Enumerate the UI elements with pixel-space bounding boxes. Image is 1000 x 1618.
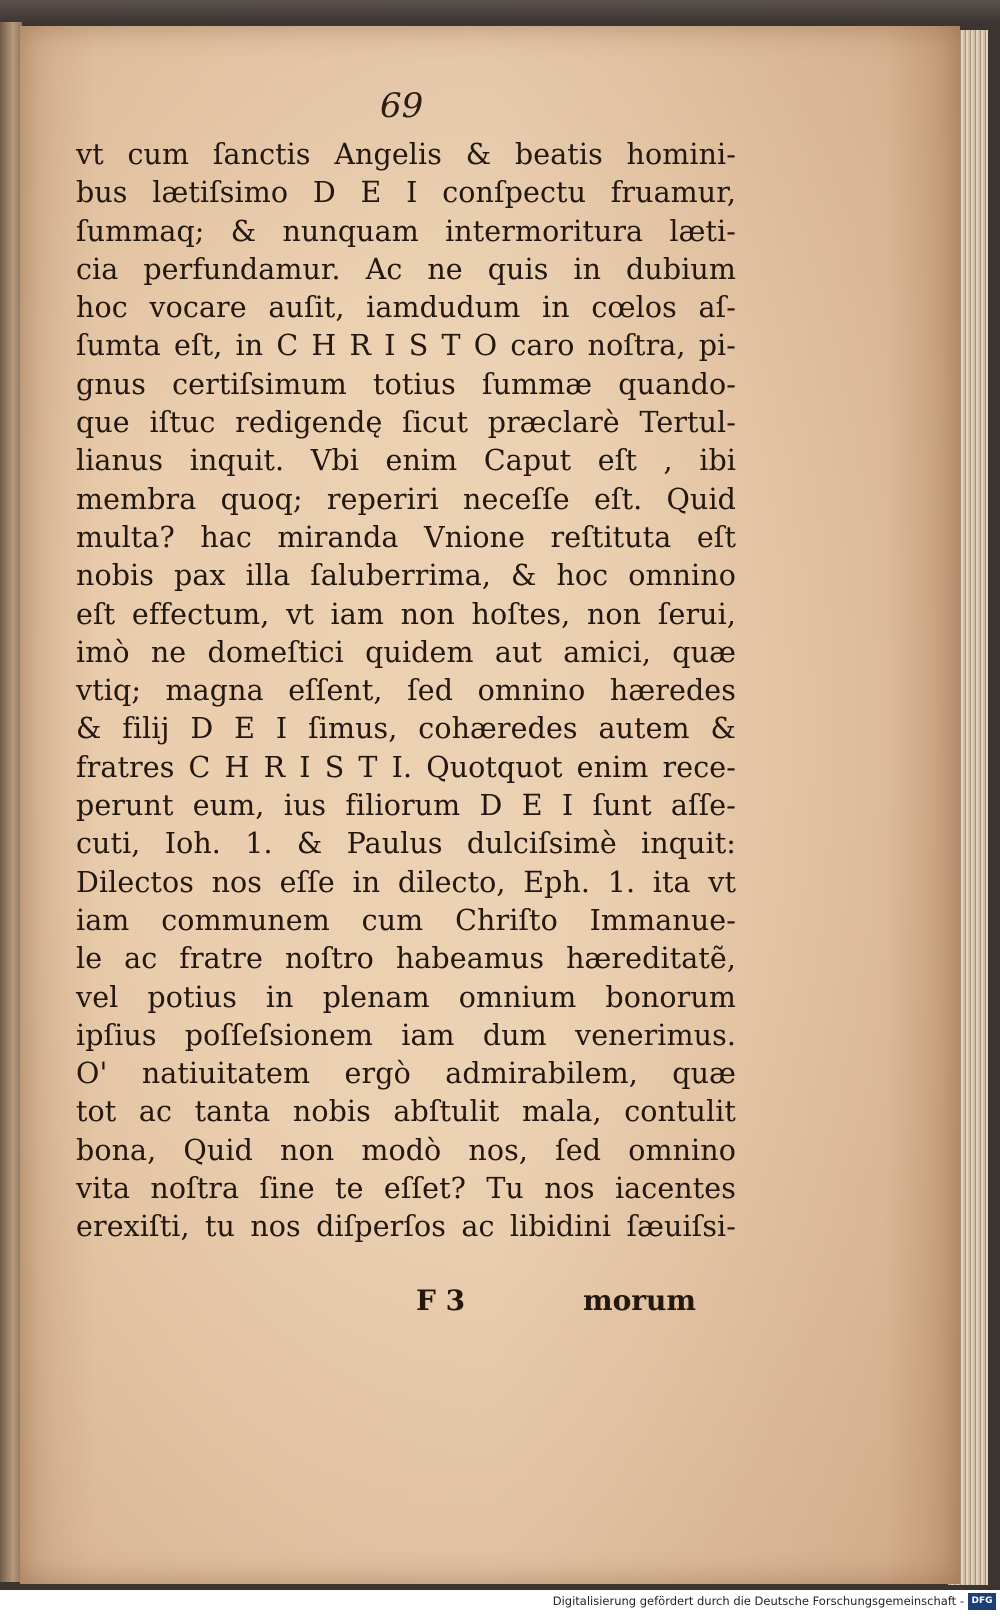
text-line: Dilectos nos eſſe in dilecto, Eph. 1. ita vt [76,865,736,899]
text-line: cuti, Ioh. 1. & Paulus dulciſsimè inquit: [76,827,736,861]
text-line: vita noſtra ſine te eſſet? Tu nos iacentes [76,1172,736,1206]
text-line: vel potius in plenam omnium bonorum [76,980,736,1014]
text-line: que iſtuc redigendę ſicut præclarè Tertul- [76,406,736,440]
text-line: membra quoq; reperiri neceſſe eſt. Quid [76,482,736,516]
text-line: erexiſti, tu nos diſperſos ac libidini ſæuiſsi- [76,1210,736,1244]
text-line: iam communem cum Chriſto Immanue- [76,903,736,937]
text-line: nobis pax illa ſaluberrima, & hoc omnino [76,559,736,593]
text-line: multa? hac miranda Vnione reſtituta eſt [76,520,736,554]
text-line: gnus certiſsimum totius ſummæ quando- [76,367,736,401]
body-text [76,136,736,1247]
catchword: morum [582,1284,696,1317]
text-line: tot ac tanta nobis abſtulit mala, contulit [76,1095,736,1129]
text-line: cia perfundamur. Ac ne quis in dubium [76,252,736,286]
text-line: ipſius poſſeſsionem iam dum venerimus. [76,1018,736,1052]
page-number: 69 [380,86,424,126]
book-page [20,26,960,1584]
signature-mark: F 3 [416,1284,466,1317]
text-line: bona, Quid non modò nos, ſed omnino [76,1133,736,1167]
dfg-logo: DFG [968,1593,996,1610]
text-line: O' natiuitatem ergò admirabilem, quæ [76,1057,736,1091]
text-line: eſt effectum, vt iam non hoſtes, non ſerui, [76,597,736,631]
page-footer [76,1284,696,1324]
book-top-edge [0,0,1000,22]
left-page-edge [0,22,22,1582]
text-line: vt cum ſanctis Angelis & beatis homini- [76,138,736,171]
text-line: bus lætiſsimo D E I conſpectu fruamur, [76,176,736,210]
text-line: lianus inquit. Vbi enim Caput eſt , ibi [76,444,736,478]
text-line: hoc vocare auſit, iamdudum in cœlos aſ- [76,291,736,325]
credit-bar [0,1590,1000,1618]
text-line: vtiq; magna eſſent, ſed omnino hæredes [76,674,736,708]
text-line: ſummaq; & nunquam intermoritura læti- [76,214,736,248]
text-line: ſumta eſt, in C H R I S T O caro noſtra, pi- [76,329,736,363]
text-line: perunt eum, ius filiorum D E I ſunt aſſe- [76,789,736,823]
text-line: fratres C H R I S T I. Quotquot enim rece- [76,750,736,784]
text-line: le ac fratre noſtro habeamus hæreditatẽ, [76,942,736,976]
credit-text: Digitalisierung gefördert durch die Deutsche Forschungsgemeinschaft - [552,1594,964,1608]
text-line: & filij D E I ſimus, cohæredes autem & [76,712,736,746]
text-line: imò ne domeſtici quidem aut amici, quæ [76,635,736,669]
